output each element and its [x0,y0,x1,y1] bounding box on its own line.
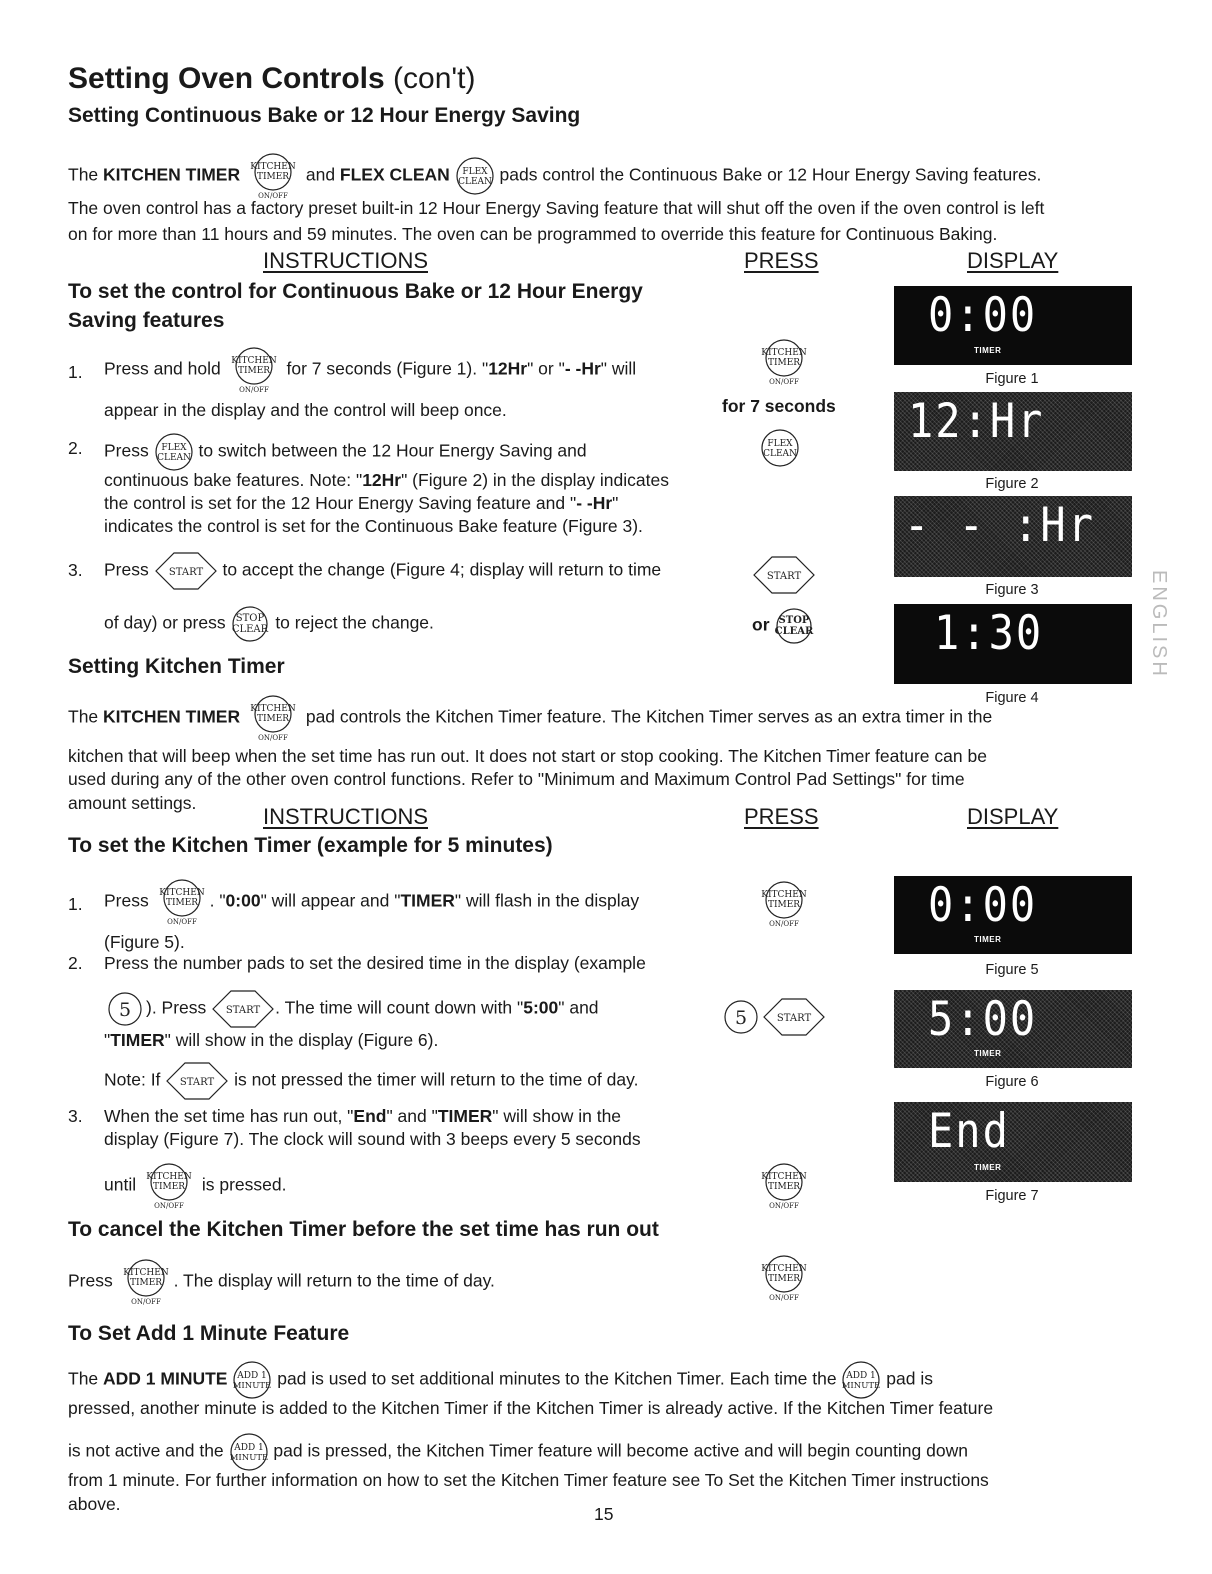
kitchen-para-line-1 [68,694,992,742]
svg-text:KITCHEN: KITCHEN [158,888,205,898]
kitchen-timer-pad-icon [141,1162,197,1210]
kstep-2-line-2 [104,988,599,1030]
svg-text:KITCHEN: KITCHEN [230,356,277,366]
kitchen-timer-pad-icon [245,694,301,742]
kitchen-timer-pad-icon [756,1254,812,1302]
display-digits: 12:Hr [908,393,1045,449]
text-bold: 12Hr [488,358,528,379]
text-bold: KITCHEN TIMER [103,706,241,727]
text: and [305,164,340,185]
flex-clean-pad-icon [154,432,194,472]
text: pad controls the Kitchen Timer feature. The Kitchen Timer serves as an extra timer in the [300,706,993,727]
svg-text:TIMER: TIMER [767,358,801,368]
add-minute-line-1 [68,1360,933,1400]
text: " will show in the display (Figure 6). [164,1030,439,1050]
press-kitchen-timer [756,338,812,386]
stop-clear-pad-icon [230,604,270,644]
press-heading: PRESS [744,248,819,273]
add-minute-line-3 [68,1432,968,1472]
text: When the set time has run out, " [104,1106,354,1126]
step-number: 3. [68,560,83,580]
display-label: TIMER [974,346,1002,355]
svg-text:TIMER: TIMER [767,1274,801,1284]
step-1-line-1 [104,346,636,394]
add-1-minute-pad-icon [232,1360,272,1400]
figure-caption: Figure 6 [985,1074,1039,1090]
kitchen-timer-pad-icon [756,338,812,386]
display-label: TIMER [974,1163,1002,1172]
text: " will flash in the display [454,890,640,911]
step-number: 2. [68,438,83,458]
page-subtitle: Setting Continuous Bake or 12 Hour Energy Saving [68,104,581,127]
display-label: TIMER [974,1049,1002,1058]
press-heading: PRESS [744,804,819,829]
instructions-heading: INSTRUCTIONS [263,248,428,273]
svg-text:KITCHEN: KITCHEN [761,890,807,900]
svg-text:START: START [180,1077,215,1088]
svg-text:TIMER: TIMER [256,714,290,724]
display-figure-6 [894,990,1132,1068]
press-start [752,554,816,596]
text-bold: 5:00 [523,997,559,1018]
text: " will appear and " [260,890,401,911]
svg-text:MINUTE: MINUTE [842,1381,881,1391]
press-kitchen-timer [756,880,812,928]
side-language-tab: ENGLISH [1148,570,1170,679]
step-number: 1. [68,362,83,382]
section-heading: Saving features [68,309,225,332]
svg-text:START: START [226,1005,261,1016]
svg-text:TIMER: TIMER [152,1182,186,1192]
svg-text:CLEAR: CLEAR [775,626,814,637]
svg-text:START: START [766,571,802,582]
display-digits: 0:00 [928,287,1038,343]
text: or [752,614,770,635]
step-3-line-1 [104,550,661,592]
kitchen-timer-pad-icon [226,346,282,394]
text: pads control the Continuous Bake or 12 Hour Energy Saving features. [494,164,1042,185]
display-heading: DISPLAY [967,804,1059,829]
step-1-line-2: appear in the display and the control will beep once. [104,400,507,420]
kitchen-timer-pad-icon [756,1162,812,1210]
text-bold: TIMER [437,1106,493,1126]
svg-text:KITCHEN: KITCHEN [146,1172,192,1182]
kstep-3-line-2: display (Figure 7). The clock will sound with 3 beeps every 5 seconds [104,1129,641,1149]
add-1-minute-pad-icon [841,1360,881,1400]
page-number: 15 [594,1504,614,1524]
svg-text:TIMER: TIMER [256,172,290,182]
svg-text:TIMER: TIMER [129,1278,162,1288]
text: " will [600,358,637,379]
text: ). Press [146,997,212,1018]
svg-text:TIMER: TIMER [237,366,270,376]
title-suffix: (con't) [393,62,476,95]
text: for 7 seconds (Figure 1). " [281,358,489,379]
stop-clear-pad-icon [774,606,814,646]
text: the control is set for the 12 Hour Energy Saving feature and " [104,493,577,513]
display-figure-7 [894,1102,1132,1182]
step-number: 1. [68,894,83,914]
svg-text:CLEAR: CLEAR [232,624,269,635]
step-3-line-2 [104,604,434,644]
display-digits: 1:30 [934,605,1044,661]
svg-text:ADD 1: ADD 1 [237,1371,268,1381]
figure-caption: Figure 5 [985,962,1039,978]
text: Press [68,1270,118,1291]
flex-clean-pad-icon [455,156,495,196]
svg-text:KITCHEN: KITCHEN [761,348,807,358]
svg-text:START: START [168,567,203,578]
text-bold: TIMER [400,890,455,911]
svg-text:ON/OFF: ON/OFF [769,920,799,928]
text: " [104,1030,111,1050]
text: pad is [881,1368,933,1389]
start-pad-icon [762,996,826,1038]
display-figure-1 [894,286,1132,365]
svg-text:KITCHEN: KITCHEN [761,1264,807,1274]
intro-line-2: The oven control has a factory preset built-in 12 Hour Energy Saving feature that will shut off the oven if the oven control is left [68,198,1045,218]
text: The [68,164,104,185]
press-flex-clean [760,428,800,468]
text: Press [104,559,154,580]
text: is pressed. [196,1174,287,1195]
svg-text:5: 5 [118,999,132,1021]
kitchen-para-line-4: amount settings. [68,793,197,813]
kitchen-timer-pad-icon [245,152,301,200]
display-figure-3 [894,496,1132,577]
press-kitchen-timer [756,1162,812,1210]
text: pad is pressed, the Kitchen Timer feature will become active and will begin counting down [268,1440,968,1461]
text: " [612,493,619,513]
figure-caption: Figure 1 [985,371,1039,387]
text-bold: - -Hr [564,358,601,379]
text: Note: If [104,1069,166,1090]
add-minute-line-4: from 1 minute. For further information on how to set the Kitchen Timer feature see To Set the Kitchen Timer instructions [68,1470,989,1490]
start-pad-icon [154,550,218,592]
kstep-2-line-1: Press the number pads to set the desired time in the display (example [104,953,646,973]
step-2-line-4: indicates the control is set for the Continuous Bake feature (Figure 3). [104,516,643,536]
svg-text:ON/OFF: ON/OFF [258,192,288,200]
press-five-start [720,996,826,1038]
start-pad-icon [752,554,816,596]
svg-text:KITCHEN: KITCHEN [122,1268,169,1278]
step-number: 3. [68,1106,83,1126]
section-heading: Setting Kitchen Timer [68,655,285,678]
figure-caption: Figure 7 [985,1188,1039,1204]
svg-text:CLEAN: CLEAN [457,177,492,187]
svg-text:KITCHEN: KITCHEN [761,1172,807,1182]
text: " (Figure 2) in the display indicates [401,470,669,490]
svg-text:TIMER: TIMER [165,898,198,908]
step-2-line-3 [104,493,618,514]
figure-caption: Figure 3 [985,582,1039,598]
press-or [752,606,814,646]
kstep-2-note [104,1060,638,1102]
text-bold: End [353,1106,387,1126]
text: The [68,706,104,727]
five-pad-icon [720,999,762,1035]
text-bold: FLEX CLEAN [339,164,450,185]
figure-caption: Figure 4 [985,690,1039,706]
cancel-line [68,1258,495,1306]
display-figure-5 [894,876,1132,954]
svg-text:ON/OFF: ON/OFF [258,734,288,742]
step-number: 2. [68,953,83,973]
text-bold: TIMER [110,1030,165,1050]
section-heading: To set the Kitchen Timer (example for 5 minutes) [68,834,553,857]
svg-text:ADD 1: ADD 1 [233,1443,264,1453]
svg-text:FLEX: FLEX [767,439,793,449]
svg-text:ON/OFF: ON/OFF [769,378,799,386]
svg-text:5: 5 [734,1007,748,1029]
display-label: TIMER [974,935,1002,944]
text-bold: ADD 1 MINUTE [103,1368,228,1389]
press-note: for 7 seconds [722,396,836,416]
text: The [68,1368,104,1389]
section-heading: To cancel the Kitchen Timer before the set time has run out [68,1218,659,1241]
svg-text:ON/OFF: ON/OFF [154,1202,184,1210]
svg-text:ON/OFF: ON/OFF [130,1298,161,1306]
text: to switch between the 12 Hour Energy Saving and [193,440,587,461]
start-pad-icon [165,1060,229,1102]
display-heading: DISPLAY [967,248,1059,273]
text: pad is used to set additional minutes to the Kitchen Timer. Each time the [272,1368,842,1389]
text: Press [104,890,154,911]
svg-text:MINUTE: MINUTE [233,1381,272,1391]
section-heading: To Set Add 1 Minute Feature [68,1322,350,1345]
text-bold: 0:00 [225,890,261,911]
svg-text:ON/OFF: ON/OFF [769,1202,799,1210]
kitchen-timer-pad-icon [756,880,812,928]
text: " will show in the [492,1106,622,1126]
svg-text:TIMER: TIMER [767,1182,801,1192]
svg-text:KITCHEN: KITCHEN [250,704,296,714]
step-2-line-2 [104,470,669,491]
start-pad-icon [211,988,275,1030]
flex-clean-pad-icon [760,428,800,468]
display-figure-2 [894,392,1132,471]
kitchen-timer-pad-icon [118,1258,174,1306]
text: . The time will count down with " [275,997,524,1018]
page-title [68,62,475,96]
add-minute-line-2: pressed, another minute is added to the Kitchen Timer if the Kitchen Timer is already active. If the Kitchen Timer feature [68,1398,994,1418]
svg-text:ON/OFF: ON/OFF [166,918,197,926]
svg-text:STOP: STOP [778,615,810,626]
instructions-heading: INSTRUCTIONS [263,804,428,829]
text: of day) or press [104,612,231,633]
svg-text:ON/OFF: ON/OFF [769,1294,799,1302]
title-text: Setting Oven Controls [68,62,385,95]
press-kitchen-timer [756,1254,812,1302]
five-pad-icon [104,991,146,1027]
text: " or " [527,358,565,379]
svg-text:CLEAN: CLEAN [156,453,191,463]
svg-text:TIMER: TIMER [767,900,801,910]
svg-text:ON/OFF: ON/OFF [238,386,269,394]
svg-text:START: START [776,1013,812,1024]
kitchen-para-line-3: used during any of the other oven control functions. Refer to "Minimum and Maximum Control Pad Settings" for time [68,769,965,789]
text: continuous bake features. Note: " [104,470,363,490]
kstep-3-line-1 [104,1106,621,1127]
kstep-1-line-2: (Figure 5). [104,932,185,952]
display-digits: 5:00 [928,991,1038,1047]
text: to reject the change. [270,612,434,633]
display-digits: - - :Hr [904,497,1096,553]
kitchen-para-line-2: kitchen that will beep when the set time has run out. It does not start or stop cooking. The Kitchen Timer feature can be [68,746,987,766]
text: until [104,1174,141,1195]
display-digits: End [928,1103,1010,1159]
svg-text:ADD 1: ADD 1 [846,1371,877,1381]
svg-text:MINUTE: MINUTE [229,1453,268,1463]
step-2-line-1 [104,432,587,472]
intro-line-3: on for more than 11 hours and 59 minutes. The oven can be programmed to override this feature for Continuous Baking. [68,224,998,244]
kitchen-timer-pad-icon [154,878,210,926]
kstep-2-line-3 [104,1030,438,1051]
kstep-1-line-1 [104,878,639,926]
text: Press and hold [104,358,226,379]
svg-text:STOP: STOP [236,613,265,624]
text: " and " [386,1106,438,1126]
section-heading: To set the control for Continuous Bake or 12 Hour Energy [68,280,643,303]
text-bold: KITCHEN TIMER [103,164,241,185]
add-1-minute-pad-icon [229,1432,269,1472]
display-digits: 0:00 [928,877,1038,933]
svg-text:FLEX: FLEX [462,167,488,177]
figure-caption: Figure 2 [985,476,1039,492]
svg-text:FLEX: FLEX [161,443,187,453]
text: is not pressed the timer will return to the time of day. [229,1069,639,1090]
kstep-3-line-3 [104,1162,286,1210]
text-bold: - -Hr [576,493,613,513]
text: . The display will return to the time of day. [173,1270,495,1291]
intro-line-1 [68,152,1041,200]
display-figure-4 [894,604,1132,684]
text: to accept the change (Figure 4; display will return to time [217,559,662,580]
text: is not active and the [68,1440,229,1461]
add-minute-line-5: above. [68,1494,121,1514]
text: " and [558,997,599,1018]
text-bold: 12Hr [362,470,402,490]
svg-text:CLEAN: CLEAN [763,449,797,459]
svg-text:KITCHEN: KITCHEN [250,162,296,172]
text: Press [104,440,154,461]
text: . " [209,890,226,911]
